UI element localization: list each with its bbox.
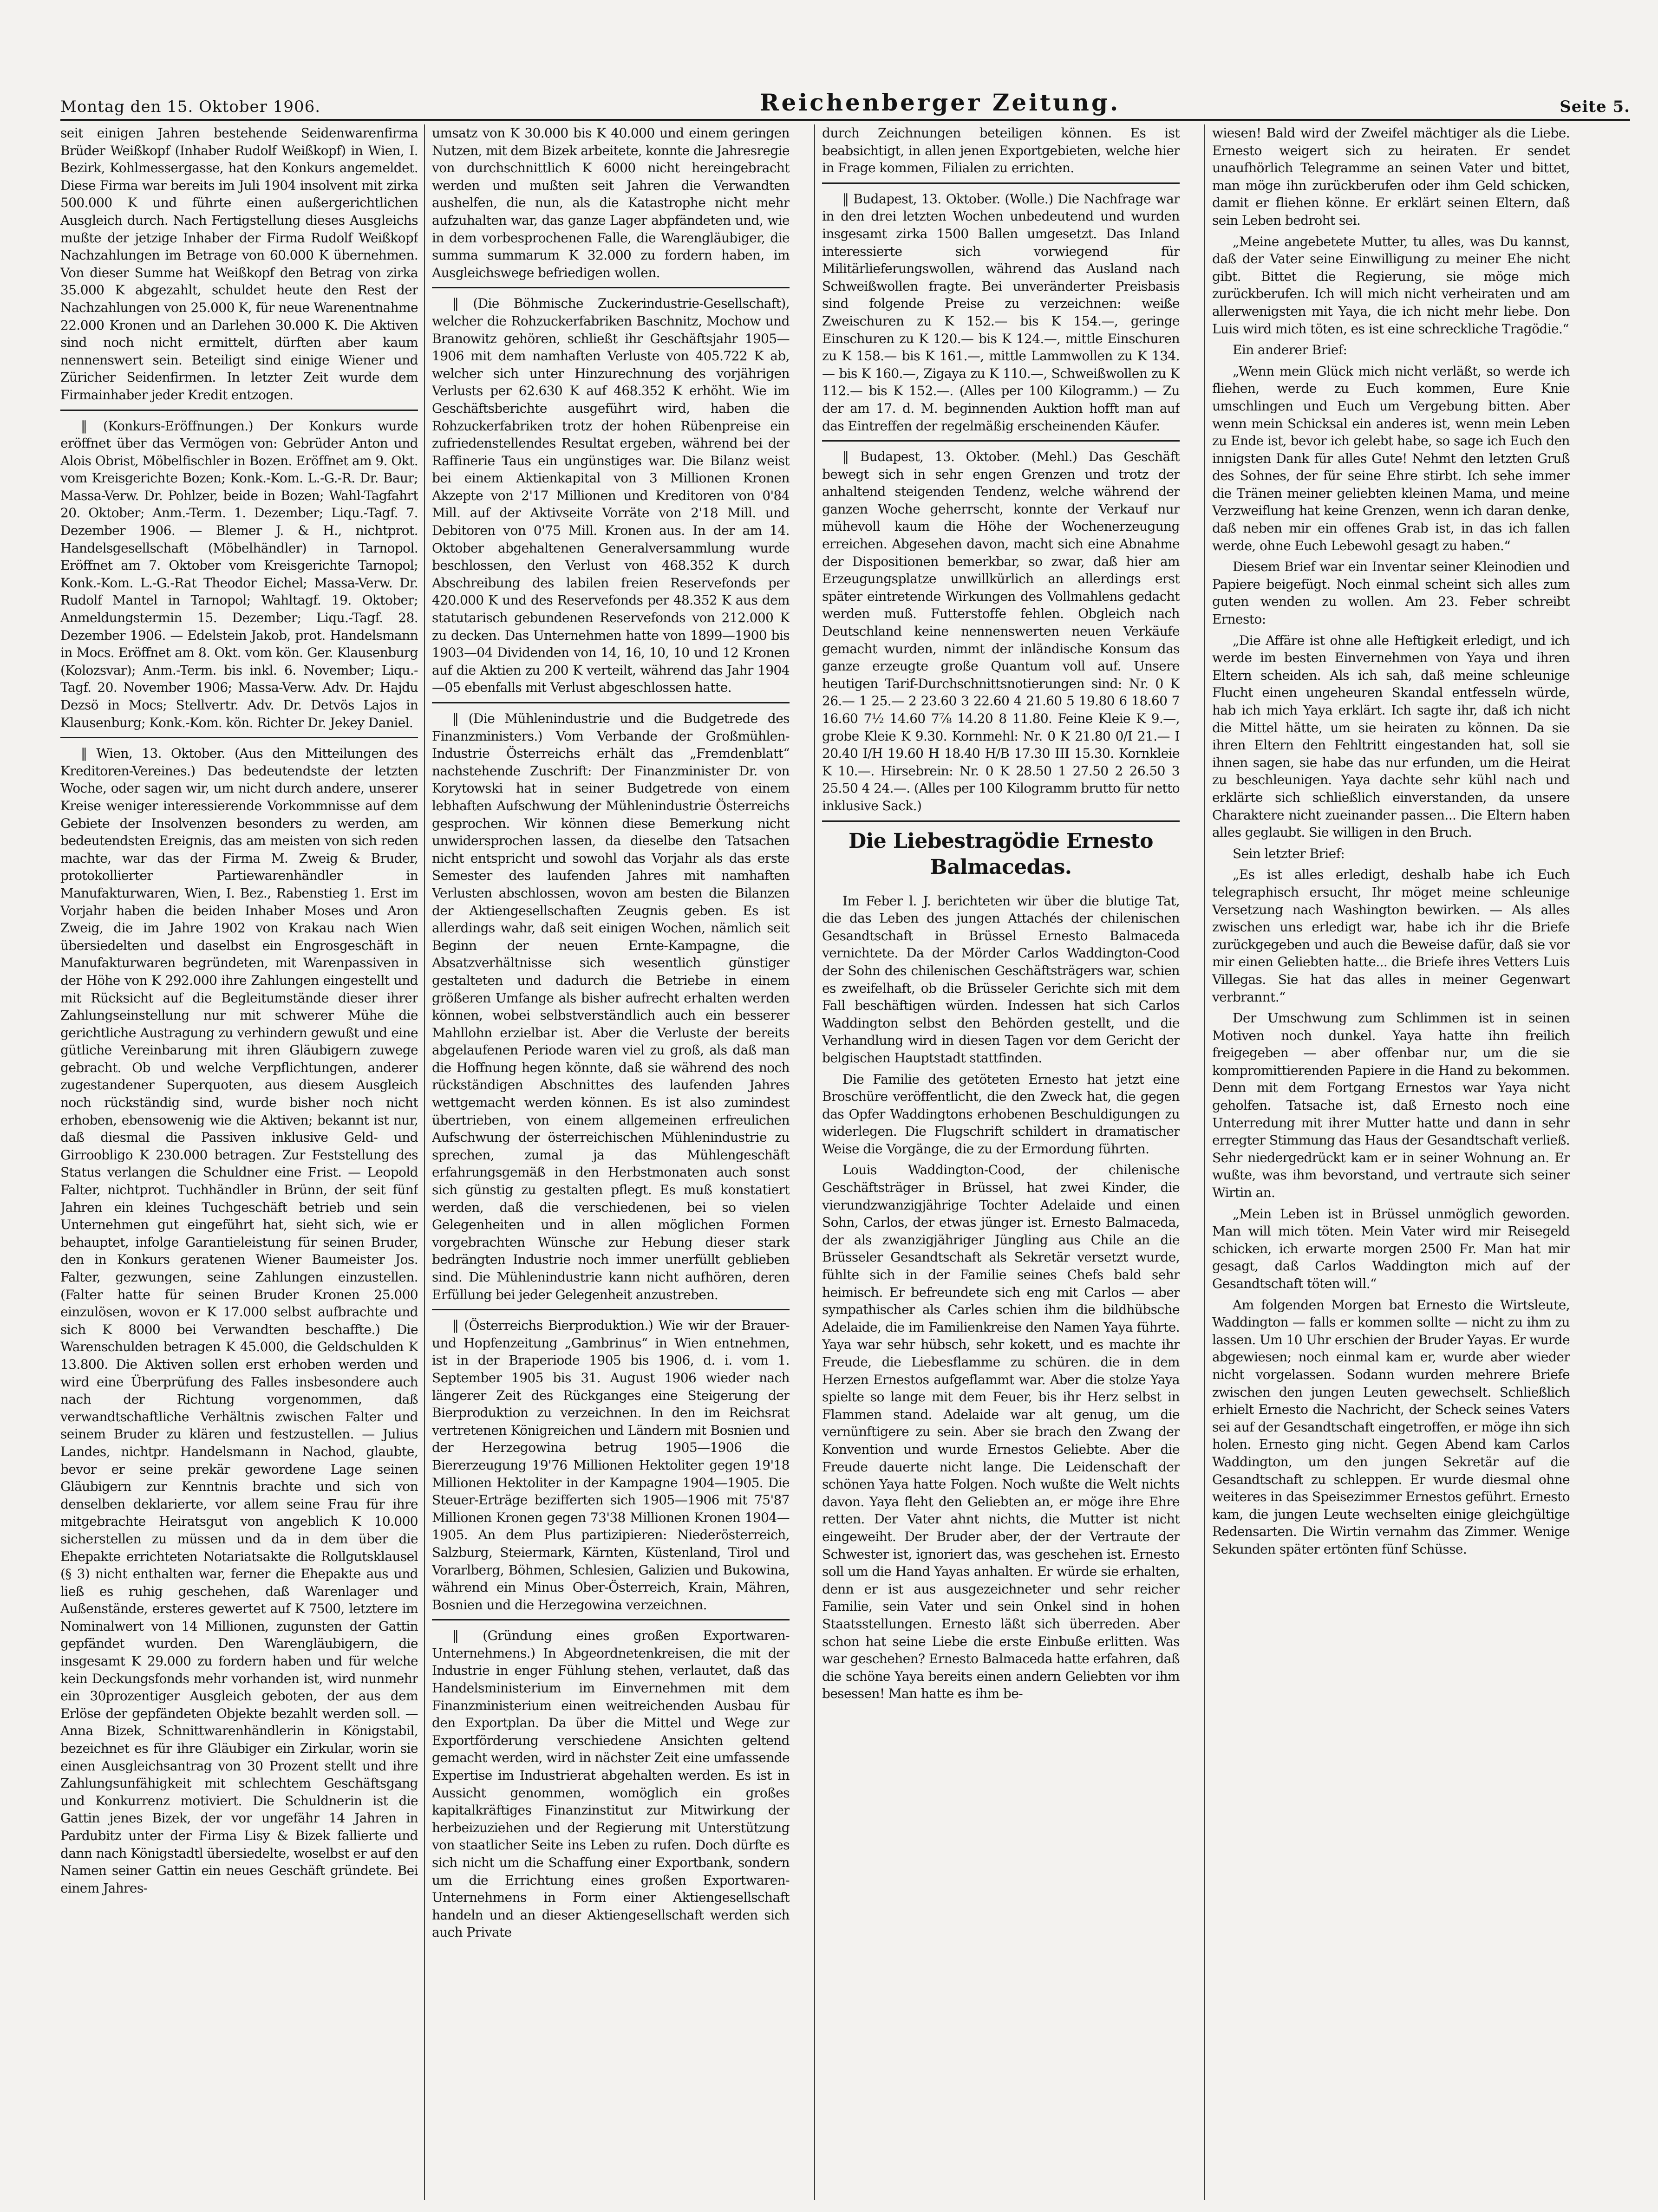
article-zuckerindustrie: ‖ (Die Böhmische Zuckerindustrie-Gesellschaft), welcher die Rohzuckerfabriken Baschnitz, Mochow und Branowitz gehören, schließt ihr Geschäftsjahr 1905—1906 mit dem namhaften Verluste von 405.722 K ab, welcher sich unter Hinzurechnung des vorjährigen Verlusts per 62.630 K auf 468.352 K erhöht. Wie im Geschäftsberichte ausgeführt wird, haben die Rohzuckerfabriken trotz der hohen Rübenpreise ein zufriedenstellendes Resultat ergeben, während bei der Raffinerie Taus ein ungünstiges war. Die Bilanz weist bei einem Aktienkapital von 3 Millionen Kronen Akzepte von 2'17 Millionen und Kreditoren von 0'84 Mill. auf der Aktivseite Vorräte von 2'18 Mill. und Debitoren von 0'75 Mill. Kronen aus. In der am 14. Oktober abgehaltenen Generalversammlung wurde beschlossen, den Verlust von 468.352 K durch Abschreibung des labilen freien Reservefonds per 420.000 K und des Reservefonds per 48.352 K aus dem statutarisch gebundenen Reservefonds von 212.000 K zu decken. Das Unternehmen hatte von 1899—1900 bis 1903—04 Dividenden von 14, 16, 10, 10 und 12 Kronen auf die Aktien zu 200 K verteilt, während das Jahr 1904—05 ebenfalls mit Verlust abgeschlossen hatte.: [432, 296, 790, 696]
column-rule: [424, 124, 425, 2200]
story-paragraph: Die Familie des getöteten Ernesto hat jetzt eine Broschüre veröffentlicht, die den Zweck hat, die gegen das Opfer Waddingtons erhobenen Beschuldigungen zu widerlegen. Die Flugschrift schildert in dramatischer Weise die Vorgänge, die zu der Ermordung führten.: [822, 1071, 1180, 1157]
article-headline: Die Liebestragödie Ernesto Balmacedas.: [849, 829, 1153, 879]
column-rule: [814, 124, 815, 2200]
story-paragraph: Diesem Brief war ein Inventar seiner Kleinodien und Papiere beigefügt. Noch einmal scheint sich alles zum guten wenden zu wollen. Am 23. Feber schreibt Ernesto:: [1212, 559, 1570, 627]
article-bizek-continued: umsatz von K 30.000 bis K 40.000 und einem geringen Nutzen, mit dem Bizek arbeitete, konnte die Jahresregie von durchschnittlich K 6000 nicht hereingebracht werden und mußten seit Jahren die Verwandten aushelfen, die nun, als die Katastrophe nicht mehr aufzuhalten war, das ganze Lager abpfändeten und, wie in dem vorbesprochenen Falle, die Warengläubiger, die summa summarum K 32.000 zu fordern haben, im Ausgleichswege befriedigen wollen.: [432, 125, 790, 280]
story-paragraph: Ein anderer Brief:: [1233, 342, 1347, 358]
article-muehlenindustrie: ‖ (Die Mühlenindustrie und die Budgetrede des Finanzministers.) Vom Verbande der Großmühlen-Industrie Österreichs erhält das „Fremdenblatt“ nachstehende Zuschrift: Der Finanzminister Dr. von Korytowski hat in seiner Budgetrede von einem lebhaften Aufschwung der Mühlenindustrie Österreichs gesprochen. Wir können diese Bemerkung nicht unwidersprochen lassen, da dieselbe den Tatsachen nicht entspricht und sowohl das Vorjahr als das erste Semester des laufenden Jahres mit namhaften Verlusten abschlossen, wovon am besten die Bilanzen der Aktiengesellschaften Zeugnis geben. Es ist allerdings wahr, daß seit einigen Wochen, nämlich seit Beginn der neuen Ernte-Kampagne, die Absatzverhältnisse sich wesentlich günstiger gestalteten und dadurch die Betriebe in einem größeren Umfange als bisher aufrecht erhalten werden können, wobei selbstverständlich auch ein besserer Mahllohn erzielbar ist. Aber die Verluste der bereits abgelaufenen Periode waren viel zu groß, als daß man die Hoffnung hegen könnte, daß sie während des noch rückständigen Abschnittes des laufenden Jahres wettgemacht werden können. Es ist also zumindest übertrieben, von einem allgemeinen erfreulichen Aufschwung der österreichischen Mühlenindustrie zu sprechen, zumal ja das Mühlengeschäft erfahrungsgemäß in den Herbstmonaten auch sonst sich günstig zu gestalten pflegt. Es muß konstatiert werden, daß die verschiedenen, bei so vielen Gelegenheiten und in allen möglichen Formen vorgebrachten Wünsche zur Hebung dieser stark bedrängten Industrie noch immer unerfüllt geblieben sind. Die Mühlenindustrie kann nicht aufhören, deren Erfüllung bei jeder Gelegenheit anzustreben.: [432, 711, 790, 1302]
section-divider: [432, 287, 790, 288]
section-divider: [822, 182, 1180, 184]
story-paragraph: wiesen! Bald wird der Zweifel mächtiger als die Liebe. Ernesto weigert sich zu heiraten. Er sendet unaufhörlich Telegramme an seinen Vater und bittet, man möge ihn zurückberufen oder ihm Geld schicken, damit er fliehen könne. Er erklärt seinen Eltern, daß sein Leben bedroht sei.: [1212, 125, 1570, 228]
section-divider: [432, 1619, 790, 1620]
newspaper-title: Reichenberger Zeitung.: [759, 89, 1121, 116]
section-divider: [432, 1309, 790, 1310]
column-2: [432, 124, 790, 2200]
column-1: [60, 124, 418, 2200]
story-paragraph: Sein letzter Brief:: [1233, 846, 1345, 861]
story-paragraph: Im Feber l. J. berichteten wir über die blutige Tat, die das Leben des jungen Attachés der chilenischen Gesandtschaft in Brüssel Ernesto Balmaceda vernichtete. Da der Mörder Carlos Waddington-Cood der Sohn des chilenischen Geschäftsträgers war, schien es zweifelhaft, ob die Brüsseler Gerichte sich mit dem Fall beschäftigen würden. Indessen hat sich Carlos Waddington selbst den Behörden gestellt, und die Verhandlung wird in diesen Tagen vor dem Gericht der belgischen Hauptstadt stattfinden.: [822, 893, 1180, 1066]
article-konkurs-eroeffnungen: ‖ (Konkurs-Eröffnungen.) Der Konkurs wurde eröffnet über das Vermögen von: Gebrüder Anton und Alois Obrist, Möbelfischler in Bozen. Eröffnet am 9. Okt. vom Kreisgerichte Bozen; Konk.-Kom. L.-G.-R. Dr. Baur; Massa-Verw. Dr. Pohlzer, beide in Bozen; Wahl-Tagfahrt 20. Oktober; Anm.-Term. 1. Dezember; Liqu.-Tagf. 7. Dezember 1906. — Blemer J. & H., nichtprot. Handelsgesellschaft (Möbelhändler) in Tarnopol. Eröffnet am 7. Oktober vom Kreisgerichte Tarnopol; Konk.-Kom. L.-G.-Rat Theodor Eichel; Massa-Verw. Dr. Rudolf Mantel in Tarnopol; Wahltagf. 19. Oktober; Anmeldungstermin 15. Dezember; Liqu.-Tagf. 28. Dezember 1906. — Edelstein Jakob, prot. Handelsmann in Mocs. Eröffnet am 8. Okt. vom kön. Ger. Klausenburg (Kolozsvar); Anm.-Term. bis inkl. 6. November; Liqu.-Tagf. 20. November 1906; Massa-Verw. Adv. Dr. Hajdu Dezsö in Mocs; Stellvertr. Adv. Dr. Detvös Lajos in Klausenburg; Konk.-Kom. kön. Richter Dr. Jekey Daniel.: [60, 418, 418, 730]
article-budapest-wolle: ‖ Budapest, 13. Oktober. (Wolle.) Die Nachfrage war in den drei letzten Wochen unbedeutend und wurden insgesamt zirka 1500 Ballen umgesetzt. Das Inland interessierte sich vorwiegend für Militärlieferungswollen, während das Ausland nach Schweißwollen fragte. Bei unveränderter Preisbasis sind folgende Preise zu verzeichnen: weiße Zweischuren zu K 152.— bis K 154.—, geringe Einschuren zu K 120.— bis K 124.—, mittle Einschuren zu K 158.— bis K 161.—, mittle Lammwollen zu K 134.— bis K 160.—, Zigaya zu K 110.—, Schweißwollen zu K 112.— bis K 152.—. (Alles per 100 Kilogramm.) — Zu der am 17. d. M. beginnenden Auktion hofft man auf das Eintreffen der regelmäßig erscheinenden Käufer.: [822, 191, 1180, 434]
article-wien-kreditoren-verein: ‖ Wien, 13. Oktober. (Aus den Mitteilungen des Kreditoren-Vereines.) Das bedeutendste der letzten Woche, oder sagen wir, um nicht durch andere, unserer Kreise weniger interessierende Vorkommnisse auf dem Gebiete der Insolvenzen besonders zu werden, am bedeutendsten Ereignis, das am meisten von sich reden machte, war das der Firma M. Zweig & Bruder, protokollierter Partiewarenhändler in Manufakturwaren, Wien, I. Bez., Rabenstieg 1. Erst im Vorjahr haben die beiden Inhaber Moses und Aron Zweig, die im Jahre 1902 von Krakau nach Wien übersiedelten und daselbst ein Engrosgeschäft in Manufakturwaren begründeten, mit Warenpassiven in der Höhe von K 292.000 ihre Zahlungen eingestellt und mit Rücksicht auf die Begleitumstände dieser ihrer Zahlungseinstellung nur mit schwerer Mühe die gerichtliche Austragung zu verhindern gewußt und eine gütliche Vereinbarung mit ihren Gläubigern zuwege gebracht. Ob und welche Verpflichtungen, anderer zugestandener Superquoten, aus diesem Ausgleich noch rückständig sind, wurde bisher noch nicht erhoben, ebensowenig wie die Aktiven; bekannt ist nur, daß diesmal die Passiven inklusive Geld- und Girroobligo K 230.000 betragen. Zur Feststellung des Status verlangen die Schuldner eine Frist. — Leopold Falter, nichtprot. Tuchhändler in Brünn, der seit fünf Jahren ein kleines Tuchgeschäft betrieb und sein Unternehmen gut eingeführt hat, sieht sich, wie er behauptet, infolge Garantieleistung für seinen Bruder, den in Konkurs geratenen Wiener Baumeister Jos. Falter, gezwungen, seine Zahlungen einzustellen. (Falter hatte für seinen Bruder Kronen 25.000 einzulösen, wovon er K 17.000 selbst aufbrachte und sich K 8000 bei Verwandten beschaffte.) Die Warenschulden betragen K 45.000, die Geldschulden K 13.800. Die Aktiven sollen erst erhoben werden und wird eine Überprüfung des Falles insbesondere auch nach der Richtung vorgenommen, daß verwandtschaftliche Verhältnis zwischen Falter und seinem Bruder zu klären und festzustellen. — Julius Landes, nichtpr. Handelsmann in Nachod, glaubte, bevor er seine prekär gewordene Lage seinen Gläubigern zur Kenntnis brachte und sich von denselben deklarierte, vor allem seine Frau für ihre mitgebrachte Heiratsgut von angeblich K 10.000 sicherstellen zu müssen und da in dem über die Ehepakte errichteten Notariatsakte die Rollgutsklausel (§ 3) nicht enthalten war, ferner die Ehepakte aus und ließ es ruhig geschehen, daß Warenlager und Außenstände, ersteres gewertet auf K 7500, letztere im Nominalwert von 14 Millionen, zugunsten der Gattin gepfändet wurden. Den Warengläubigern, die insgesamt K 29.000 zu fordern haben und für welche kein Deckungsfonds mehr vorhanden ist, wird nunmehr ein 30prozentiger Ausgleich geboten, der aus dem Erlöse der gepfändeten Objekte bezahlt werden soll. — Anna Bizek, Schnittwarenhändlerin in Königstabil, bezeichnet es für ihre Gläubiger ein Zirkular, worin sie einen Ausgleichsantrag von 30 Prozent stellt und ihre Zahlungsunfähigkeit mit schlechtem Geschäftsgang und Konkurrenz motiviert. Die Schuldnerin ist die Gattin jenes Bizek, der vor ungefähr 14 Jahren in Pardubitz unter der Firma Lisy & Bizek fallierte und dann nach Königstadtl übersiedelte, woselbst er auf den Namen seiner Gattin ein neues Geschäft gründete. Bei einem Jahres-: [60, 746, 418, 1896]
issue-date: Montag den 15. Oktober 1906.: [60, 98, 321, 116]
article-weisskopf-continued: seit einigen Jahren bestehende Seidenwarenfirma Brüder Weißkopf (Inhaber Rudolf Weißkopf) in Wien, I. Bezirk, Kohlmessergasse, hat den Konkurs angemeldet. Diese Firma war bereits im Juli 1904 insolvent mit zirka 500.000 K und führte einen außergerichtlichen Ausgleich durch. Nach Fertigstellung dieses Ausgleichs mußte der jetzige Inhaber der Firma Rudolf Weißkopf Nachzahlungen im Betrage von 60.000 K übernehmen. Von dieser Summe hat Weißkopf den Betrag von zirka 35.000 K abgezahlt, schuldet heute den Rest der Nachzahlungen von 25.000 K, für neue Warenentnahme 22.000 Kronen und an Darlehen 30.000 K. Die Aktiven sind noch nicht ermittelt, dürften aber kaum nennenswert sein. Beteiligt sind einige Wiener und Züricher Seidenfirmen. In letzter Zeit wurde dem Firmainhaber jeder Kredit entzogen.: [60, 125, 418, 403]
section-divider: [822, 820, 1180, 822]
article-bierproduktion: ‖ (Österreichs Bierproduktion.) Wie wir der Brauer- und Hopfenzeitung „Gambrinus“ in Wien entnehmen, ist in der Braperiode 1905 bis 1906, d. i. vom 1. September 1905 bis 31. August 1906 wieder nach längerer Zeit des Rückganges eine Steigerung der Bierproduktion zu verzeichnen. In den im Reichsrat vertretenen Königreichen und Ländern mit Bosnien und der Herzegowina betrug 1905—1906 die Biererzeugung 19'76 Millionen Hektoliter gegen 19'18 Millionen Hektoliter in der Kampagne 1904—1905. Die Steuer-Erträge bezifferten sich 1905—1906 mit 75'87 Millionen Kronen gegen 73'38 Millionen Kronen 1904—1905. An dem Plus partizipieren: Niederösterreich, Salzburg, Steiermark, Kärnten, Küstenland, Tirol und Vorarlberg, Böhmen, Schlesien, Galizien und Bukowina, während ein Minus Ober-Österreich, Krain, Mähren, Bosnien und die Herzegowina verzeichnen.: [432, 1318, 790, 1613]
article-budapest-mehl: ‖ Budapest, 13. Oktober. (Mehl.) Das Geschäft bewegt sich in sehr engen Grenzen und trotz der anhaltend steigenden Tendenz, welche während der ganzen Woche geherrscht, konnte der Verkauf nur mühevoll kaum die Höhe der Wochenerzeugung erreichen. Abgesehen davon, macht sich eine Abnahme der Dispositionen bemerkbar, so zwar, daß hier am Erzeugungsplatze unwillkürlich an allerdings erst später eintretende Wirkungen des Vollmahlens gedacht werden muß. Futterstoffe fehlen. Obgleich nach Deutschland keine nennenswerten neuen Verkäufe gemacht wurden, nimmt der inländische Konsum das ganze erzeugte große Quantum voll auf. Unsere heutigen Tarif-Durchschnittsnotierungen sind: Nr. 0 K 26.— 1 25.— 2 23.60 3 22.60 4 21.60 5 19.80 6 18.60 7 16.60 7½ 14.60 7⅞ 14.20 8 11.80. Feine Kleie K 9.—, grobe Kleie K 9.30. Kornmehl: Nr. 0 K 21.80 0/I 21.— I 20.40 I/H 19.60 H 18.40 H/B 17.30 III 15.30. Kornkleie K 10.—. Hirsebrein: Nr. 0 K 28.50 1 27.50 2 26.50 3 25.50 4 24.—. (Alles per 100 Kilogramm brutto für netto inklusive Sack.): [822, 449, 1180, 813]
section-divider: [822, 440, 1180, 442]
column-3: [822, 124, 1180, 2200]
letter-quote: „Meine angebetete Mutter, tu alles, was Du kannst, daß der Vater seine Einwilligung zu meiner Ehe nicht gibt. Bittet die Regierung, sie möge mich zurückberufen. Ich will mich nicht verheiraten und am allerwenigsten mit Yaya, die ich nicht mehr liebe. Don Luis wird mich töten, es ist eine schreckliche Tragödie.“: [1212, 234, 1570, 337]
header-rule: [60, 119, 1630, 121]
letter-quote: „Es ist alles erledigt, deshalb habe ich Euch telegraphisch ersucht, Ihr möget meine schleunige Versetzung nach Washington bewirken. — Als alles zwischen uns erledigt war, habe ich ihr die Briefe zurückgegeben und auch die Beweise dafür, daß sie vor mir einen Geliebten hatte... die Briefe ihres Vetters Luis Villegas. Sie hat das alles in meiner Gegenwart verbrannt.“: [1212, 867, 1570, 1005]
article-exportwaren-unternehmen: ‖ (Gründung eines großen Exportwaren-Unternehmens.) In Abgeordnetenkreisen, die mit der Industrie in enger Fühlung stehen, verlautet, daß das Handelsministerium im Einvernehmen mit dem Finanzministerium einen weitreichenden Ausbau für den Exportplan. Da über die Mittel und Wege zur Exportförderung verschiedene Ansichten geltend gemacht werden, wird in nächster Zeit eine umfassende Expertise im Industrierat abgehalten werden. Es ist in Aussicht genommen, womöglich ein großes kapitalkräftiges Finanzinstitut zur Mitwirkung der herbeizuziehen und der Regierung mit Unterstützung von staatlicher Seite ins Leben zu rufen. Doch dürfte es sich nicht um die Schaffung einer Exportbank, sondern um die Errichtung eines großen Exportwaren-Unternehmens in Form einer Aktiengesellschaft handeln und an dieser Aktiengesellschaft werden sich auch Private: [432, 1628, 790, 1940]
column-rule: [1204, 124, 1205, 2200]
article-export-continued: durch Zeichnungen beteiligen können. Es ist beabsichtigt, in allen jenen Exportgebieten, welche hier in Frage kommen, Filialen zu errichten.: [822, 125, 1180, 176]
section-divider: [60, 737, 418, 738]
story-paragraph: Louis Waddington-Cood, der chilenische Geschäftsträger in Brüssel, hat zwei Kinder, die vierundzwanzigjährige Tochter Adelaide und einen Sohn, Carlos, der etwas jünger ist. Ernesto Balmaceda, der als zwanzigjähriger Jüngling aus Chile an die Brüsseler Gesandtschaft als Sekretär versetzt wurde, fühlte sich in der Familie seines Chefs bald sehr heimisch. Er befreundete sich eng mit Carlos — aber sympathischer als Carles schien ihm die bildhübsche Adelaide, die im Familienkreise den Namen Yaya führte. Yaya war sehr hübsch, sehr kokett, und es machte ihr Freude, die Liebesflamme zu schüren. die in dem Herzen Ernestos aufgeflammt war. Aber die stolze Yaya spielte so lange mit dem Feuer, bis ihr Herz selbst in Flammen stand. Adelaide war alt genug, um die vernünftigere zu sein. Aber sie brach den Zwang der Konvention und wurde Ernestos Geliebte. Aber die Freude dauerte nicht lange. Die Leidenschaft der schönen Yaya hatte Folgen. Noch wußte die Welt nichts davon. Yaya fleht den Geliebten an, er möge ihre Ehre retten. Der Vater ahnt nichts, die Mutter ist nicht eingeweiht. Der Bruder aber, der der Vertraute der Schwester ist, ignoriert das, was geschehen ist. Ernesto soll um die Hand Yayas anhalten. Er würde sie erhalten, denn er ist aus ausgezeichneter und sehr reicher Familie, sein Vater und sein Onkel sind in hohen Staatsstellungen. Ernesto läßt sich überreden. Aber schon hat seine Liebe die erste Einbuße erlitten. Was war geschehen? Ernesto Balmaceda hatte erfahren, daß die schöne Yaya bereits einen andern Geliebten vor ihm besessen! Man hatte es ihm be-: [822, 1162, 1180, 1702]
letter-quote: „Mein Leben ist in Brüssel unmöglich geworden. Man will mich töten. Mein Vater wird mir Reisegeld schicken, ich erwarte morgen 2500 Fr. Man hat mir gesagt, daß Carlos Waddington mich auf der Gesandtschaft töten will.“: [1212, 1206, 1570, 1291]
column-4: [1212, 124, 1570, 2200]
page-number: Seite 5.: [1560, 98, 1630, 116]
section-divider: [60, 410, 418, 411]
story-paragraph: Am folgenden Morgen bat Ernesto die Wirtsleute, Waddington — falls er kommen sollte — nicht zu ihm zu lassen. Um 10 Uhr erschien der Bruder Yayas. Er wurde abgewiesen; noch einmal kam er, wurde aber wieder nicht vorgelassen. Sodann wurden mehrere Briefe zwischen den jungen Leuten gewechselt. Schließlich erhielt Ernesto die Nachricht, der Scheck seines Vaters sei auf der Gesandtschaft eingetroffen, er möge ihn sich holen. Ernesto ging nicht. Gegen Abend kam Carlos Waddington, um den jungen Sekretär auf die Gesandtschaft zu schleppen. Er wurde diesmal ohne weiteres in das Speisezimmer Ernestos geführt. Ernesto kam, die jungen Leute wechselten einige gleichgültige Redensarten. Die Wirtin vernahm das Zimmer. Wenige Sekunden später ertönten fünf Schüsse.: [1212, 1297, 1570, 1557]
page-header: [60, 87, 1630, 116]
story-paragraph: Der Umschwung zum Schlimmen ist in seinen Motiven noch dunkel. Yaya hatte ihn freilich freigegeben — aber offenbar nur, um die sie kompromittierenden Papiere in die Hand zu bekommen. Denn mit dem Fortgang Ernestos war Yaya nicht geholfen. Tatsache ist, daß Ernesto noch eine Unterredung mit ihrer Mutter hatte und dann in sehr erregter Stimmung das Haus der Gesandtschaft verließ. Sehr niedergedrückt kam er in seiner Wohnung an. Er wußte, was ihm bevorstand, und vertraute sich seiner Wirtin an.: [1212, 1010, 1570, 1201]
letter-quote: „Wenn mein Glück mich nicht verläßt, so werde ich fliehen, werde zu Euch kommen, Eure Knie umschlingen und Euch um Vergebung bitten. Aber wenn mein Schicksal ein anderes ist, wenn mein Leben zu Ende ist, bevor ich gelebt habe, so sage ich Euch den innigsten Dank für alles Gute! Nehmt den letzten Gruß des Sohnes, der für seine Ehre stirbt. Ich sehe immer die Tränen meiner geliebten kleinen Mama, und meine Verzweiflung hat keine Grenzen, wenn ich daran denke, daß neben mir ein offenes Grab ist, in das ich fallen werde, ohne Euch Lebewohl gesagt zu haben.“: [1212, 363, 1570, 553]
section-divider: [432, 702, 790, 703]
letter-quote: „Die Affäre ist ohne alle Heftigkeit erledigt, und ich werde im besten Einvernehmen von Yaya und ihren Eltern scheiden. Als ich sah, daß meine schleunige Flucht einen ungeheuren Skandal entfesseln würde, hab ich mich Yaya erklärt. Ich sagte ihr, daß ich nicht die Mittel hätte, um sie heiraten zu können. Da sie ihren Eltern den Fehltritt eingestanden hat, soll sie ihnen sagen, sie habe das nur erfunden, um die Heirat zu beschleunigen. Yaya dachte sehr kühl nach und erklärte sich schließlich einverstanden, da unsere Charaktere nicht zueinander passen... Die Eltern haben alles geglaubt. Sie willigen in den Bruch.: [1212, 632, 1570, 840]
